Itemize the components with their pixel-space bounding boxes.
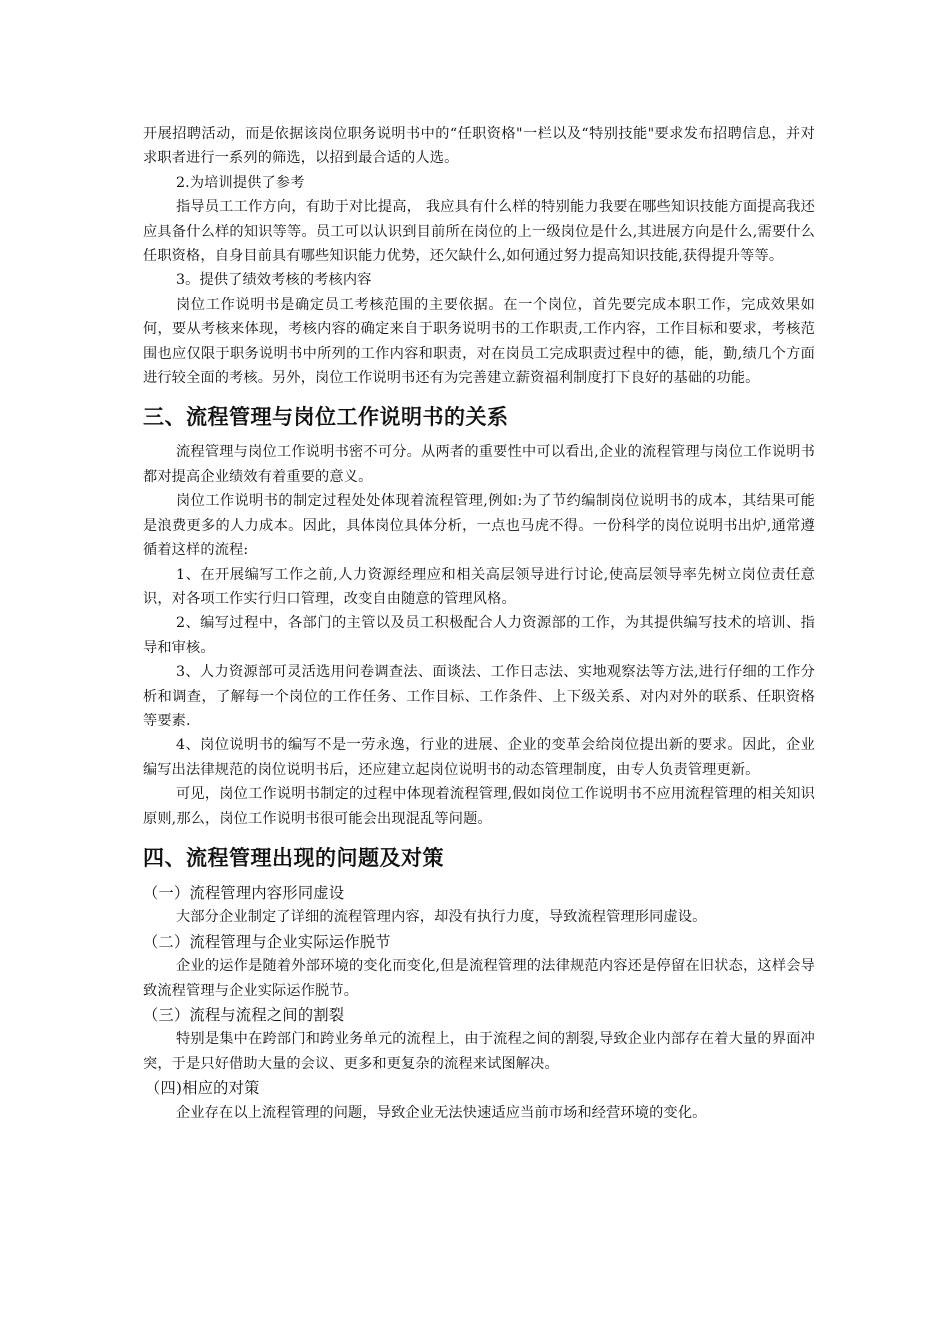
subsection-heading: （四)相应的对策 xyxy=(145,1079,260,1098)
section-heading-4: 四、流程管理出现的问题及对策 xyxy=(143,845,444,870)
paragraph: 企业存在以上流程管理的问题，导致企业无法快速适应当前市场和经营环境的变化。 xyxy=(176,1104,707,1121)
list-item: 4、岗位说明书的编写不是一劳永逸，行业的进展、企业的变革会给岗位提出新的要求。因此，企业编写出法律规范的岗位说明书后，还应建立起岗位说明书的动态管理制度，由专人负责管理更新。 xyxy=(143,737,815,778)
paragraph: 流程管理与岗位工作说明书密不可分。从两者的重要性中可以看出,企业的流程管理与岗位工作说明书都对提高企业绩效有着重要的意义。 xyxy=(143,444,815,485)
subsection-heading: （一）流程管理内容形同虚设 xyxy=(143,883,345,902)
paragraph: 指导员工工作方向，有助于对比提高， 我应具有什么样的特别能力我要在哪些知识技能方面提高我还应具备什么样的知识等等。员工可以认识到目前所在岗位的上一级岗位是什么,其进展方向是什么,需要什么任职资格，自身目前具有哪些知识能力优势，还欠缺什么,如何通过努力提高知识技能,获得提升等等。 xyxy=(143,199,815,265)
paragraph: 岗位工作说明书的制定过程处处体现着流程管理,例如:为了节约编制岗位说明书的成本，其结果可能是浪费更多的人力成本。因此，具体岗位具体分析，一点也马虎不得。一份科学的岗位说明书出炉,通常遵循着这样的流程: xyxy=(143,493,815,559)
list-item: 1、在开展编写工作之前,人力资源经理应和相关高层领导进行讨论,使高层领导率先树立岗位责任意识，对各项工作实行归口管理，改变自由随意的管理风格。 xyxy=(143,566,815,607)
subsection-heading: （三）流程与流程之间的割裂 xyxy=(143,1006,345,1024)
list-item: 2、编写过程中，各部门的主管以及员工积极配合人力资源部的工作，为其提供编写技术的培训、指导和审核。 xyxy=(143,615,815,656)
list-item: 3、人力资源部可灵活选用问卷调查法、面谈法、工作日志法、实地观察法等方法,进行仔细的工作分析和调查，了解每一个岗位的工作任务、工作目标、工作条件、上下级关系、对内对外的联系、任职资格等要素. xyxy=(143,664,815,729)
section-heading-3: 三、流程管理与岗位工作说明书的关系 xyxy=(143,405,509,430)
paragraph: 开展招聘活动，而是依据该岗位职务说明书中的“任职资格"一栏以及“特别技能"要求发布招聘信息，并对求职者进行一系列的筛选，以招到最合适的人选。 xyxy=(143,126,815,167)
document-page xyxy=(143,122,815,1125)
paragraph: 岗位工作说明书是确定员工考核范围的主要依据。在一个岗位，首先要完成本职工作，完成效果如何，要从考核来体现，考核内容的确定来自于职务说明书的工作职责,工作内容，工作目标和要求，考核范围也应仅限于职务说明书中所列的工作内容和职责，对在岗员工完成职责过程中的德，能，勤,绩几个方面进行较全面的考核。另外，岗位工作说明书还有为完善建立薪资福利制度打下良好的基础的功能。 xyxy=(143,296,815,387)
list-heading-training: 2.为培训提供了参考 xyxy=(176,174,305,191)
paragraph: 可见，岗位工作说明书制定的过程中体现着流程管理,假如岗位工作说明书不应用流程管理的相关知识原则,那么，岗位工作说明书很可能会出现混乱等问题。 xyxy=(143,786,815,827)
list-heading-assessment: 3。提供了绩效考核的考核内容 xyxy=(176,272,372,289)
paragraph: 特别是集中在跨部门和跨业务单元的流程上，由于流程之间的割裂,导致企业内部存在着大量的界面冲突，于是只好借助大量的会议、更多和更复杂的流程来试图解决。 xyxy=(143,1031,815,1072)
subsection-heading: （二）流程管理与企业实际运作脱节 xyxy=(143,932,391,951)
paragraph: 企业的运作是随着外部环境的变化而变化,但是流程管理的法律规范内容还是停留在旧状态，这样会导致流程管理与企业实际运作脱节。 xyxy=(143,958,815,999)
paragraph: 大部分企业制定了详细的流程管理内容，却没有执行力度，导致流程管理形同虚设。 xyxy=(176,909,707,926)
